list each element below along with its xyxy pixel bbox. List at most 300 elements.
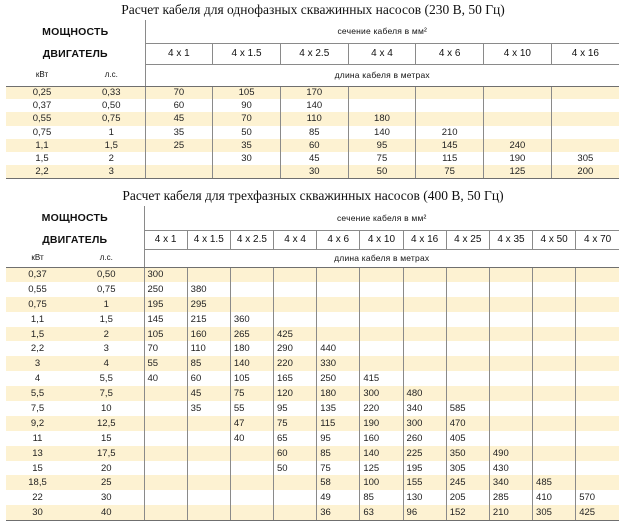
cable-length-cell: 55 [230,401,273,416]
cable-length-cell: 470 [446,416,489,431]
table-row [6,431,619,446]
cable-length-cell [230,505,273,520]
power-kw: 4 [6,371,69,386]
table-row [6,282,619,297]
cross-section-header: 4 x 1 [145,43,213,64]
power-kw: 15 [6,461,69,476]
cable-length-cell [403,356,446,371]
power-label-line1: МОЩНОСТЬ [6,206,144,230]
cable-length-cell [144,446,187,461]
cable-length-cell [416,112,484,125]
unit-hp: л.с. [78,64,145,86]
cable-length-cell [230,282,273,297]
cable-length-cell: 340 [403,401,446,416]
cable-length-cell: 110 [280,112,348,125]
cable-length-cell [230,297,273,312]
cable-length-cell [416,86,484,99]
three-phase-title: Расчет кабеля для трехфазных скважинных насосов (400 В, 50 Гц) [122,188,504,203]
single-phase-cable-table [6,20,619,179]
cable-length-cell: 300 [403,416,446,431]
cable-length-cell: 152 [446,505,489,520]
cable-length-cell [489,267,532,282]
cable-length-cell [551,139,619,152]
cable-length-cell [446,282,489,297]
table-row [6,139,619,152]
cable-length-cell: 180 [348,112,416,125]
cable-length-cell: 115 [416,152,484,165]
power-hp: 4 [69,356,144,371]
cable-length-cell [533,297,576,312]
table-row [6,86,619,99]
table-row [6,341,619,356]
cable-length-cell [576,267,619,282]
cable-length-cell [533,431,576,446]
cable-length-cell: 415 [360,371,403,386]
cable-length-cell: 155 [403,475,446,490]
cable-length-cell [144,475,187,490]
table-row [6,446,619,461]
cable-length-cell [533,461,576,476]
cable-length-cell: 285 [489,490,532,505]
power-hp: 20 [69,461,144,476]
cable-length-cell [533,446,576,461]
cable-length-cell [533,267,576,282]
cross-section-header: 4 x 50 [533,230,576,249]
cable-length-cell [187,416,230,431]
cable-length-cell: 250 [144,282,187,297]
power-kw: 1,1 [6,312,69,327]
cable-length-cell [274,490,317,505]
cable-length-cell: 105 [230,371,273,386]
cable-length-cell: 100 [360,475,403,490]
section-caption: сечение кабеля в мм² [144,206,619,230]
table-row [6,461,619,476]
cable-length-cell [187,505,230,520]
power-kw: 22 [6,490,69,505]
cable-length-cell: 295 [187,297,230,312]
cable-length-cell [403,371,446,386]
cable-length-cell [348,99,416,112]
cable-length-cell [576,297,619,312]
cable-length-cell: 35 [145,126,213,139]
power-kw: 0,75 [6,297,69,312]
cable-length-cell [576,341,619,356]
cable-length-cell [187,267,230,282]
cable-length-cell: 95 [274,401,317,416]
cable-length-cell: 75 [416,165,484,178]
cable-length-cell [360,341,403,356]
power-kw: 2,2 [6,165,78,178]
cross-section-header: 4 x 6 [416,43,484,64]
cable-length-cell: 200 [551,165,619,178]
cable-length-cell: 45 [187,386,230,401]
cable-length-cell [533,312,576,327]
cable-length-cell: 480 [403,386,446,401]
cable-length-cell [489,416,532,431]
cable-length-cell: 250 [317,371,360,386]
power-hp: 0,75 [78,112,145,125]
power-hp: 10 [69,401,144,416]
table-row [6,312,619,327]
power-kw: 2,2 [6,341,69,356]
cable-length-cell: 165 [274,371,317,386]
cable-length-cell [274,312,317,327]
cable-length-cell: 245 [446,475,489,490]
cable-length-cell: 205 [446,490,489,505]
cable-length-cell: 225 [403,446,446,461]
cable-length-cell: 75 [274,416,317,431]
cable-length-cell [187,490,230,505]
cable-length-cell: 115 [317,416,360,431]
cable-length-cell: 110 [187,341,230,356]
length-caption: длина кабеля в метрах [144,249,619,267]
cable-length-cell [187,446,230,461]
cable-length-cell: 305 [533,505,576,520]
cable-length-cell [489,297,532,312]
cable-length-cell [533,416,576,431]
cross-section-header: 4 x 6 [317,230,360,249]
cable-length-cell: 145 [416,139,484,152]
cable-length-cell: 85 [317,446,360,461]
cable-length-cell: 60 [280,139,348,152]
cable-length-cell [144,401,187,416]
cable-length-cell [403,282,446,297]
table-row [6,401,619,416]
cable-length-cell: 430 [489,461,532,476]
cable-length-cell [551,99,619,112]
cable-length-cell [576,356,619,371]
cable-length-cell: 190 [360,416,403,431]
cable-length-cell [144,505,187,520]
cable-length-cell: 340 [489,475,532,490]
cable-length-cell: 70 [144,341,187,356]
cable-length-cell [489,356,532,371]
cable-length-cell [576,386,619,401]
cable-length-cell [533,386,576,401]
cable-length-cell [144,386,187,401]
cable-length-cell: 140 [280,99,348,112]
cable-length-cell: 210 [416,126,484,139]
cross-section-header: 4 x 2.5 [280,43,348,64]
cable-length-cell [403,297,446,312]
cable-length-cell: 47 [230,416,273,431]
power-label-line2: ДВИГАТЕЛЬ [6,230,144,249]
table-row [6,126,619,139]
cable-length-cell: 50 [274,461,317,476]
cable-length-cell: 145 [144,312,187,327]
cable-length-cell: 220 [274,356,317,371]
table-row [6,386,619,401]
cable-length-cell [489,386,532,401]
cable-length-cell [145,165,213,178]
cable-length-cell [360,356,403,371]
cable-length-cell [533,327,576,342]
cross-section-header: 4 x 1.5 [187,230,230,249]
cable-length-cell: 130 [403,490,446,505]
cable-length-cell: 410 [533,490,576,505]
cable-length-cell: 60 [274,446,317,461]
cable-length-cell: 70 [213,112,281,125]
power-hp: 5,5 [69,371,144,386]
cable-length-cell [576,312,619,327]
cable-length-cell: 135 [317,401,360,416]
cable-length-cell: 350 [446,446,489,461]
cable-length-cell [360,282,403,297]
table-row [6,99,619,112]
power-hp: 3 [78,165,145,178]
cable-length-cell [576,475,619,490]
cable-length-cell: 45 [280,152,348,165]
cable-length-cell [274,282,317,297]
cable-length-cell: 300 [144,267,187,282]
cable-length-cell [489,282,532,297]
power-kw: 0,55 [6,282,69,297]
table-row [6,267,619,282]
cable-length-cell [274,505,317,520]
unit-kw: кВт [6,64,78,86]
cable-length-cell [576,461,619,476]
table-row [6,356,619,371]
cable-length-cell: 300 [360,386,403,401]
power-label-line1: МОЩНОСТЬ [6,20,145,43]
cable-length-cell [446,356,489,371]
cable-length-cell [360,327,403,342]
cross-section-header: 4 x 4 [274,230,317,249]
table-row [6,475,619,490]
cable-length-cell: 425 [274,327,317,342]
cable-length-cell: 140 [230,356,273,371]
power-hp: 3 [69,341,144,356]
cable-length-cell: 195 [144,297,187,312]
cable-length-cell [144,431,187,446]
table-row [6,327,619,342]
power-hp: 0,50 [78,99,145,112]
power-hp: 25 [69,475,144,490]
cable-length-cell: 260 [403,431,446,446]
power-hp: 1 [69,297,144,312]
cross-section-header: 4 x 16 [403,230,446,249]
cable-length-cell [317,282,360,297]
cable-length-cell [551,86,619,99]
cable-length-cell [533,371,576,386]
cable-length-cell [274,297,317,312]
cable-length-cell [230,490,273,505]
cable-length-cell: 30 [280,165,348,178]
power-kw: 9,2 [6,416,69,431]
cable-length-cell [144,461,187,476]
cross-section-header: 4 x 10 [360,230,403,249]
cable-length-cell [576,282,619,297]
cable-length-cell: 75 [348,152,416,165]
power-hp: 15 [69,431,144,446]
cable-length-cell: 45 [145,112,213,125]
cable-length-cell: 90 [213,99,281,112]
cable-length-cell: 585 [446,401,489,416]
cable-length-cell [317,267,360,282]
cable-length-cell: 60 [145,99,213,112]
cable-length-cell: 95 [317,431,360,446]
cable-length-cell [230,267,273,282]
length-caption: длина кабеля в метрах [145,64,619,86]
cable-length-cell [144,490,187,505]
cable-length-cell [446,371,489,386]
power-kw: 0,37 [6,99,78,112]
cable-length-cell [187,475,230,490]
cable-length-cell: 60 [187,371,230,386]
cable-length-cell [489,371,532,386]
cable-length-cell: 570 [576,490,619,505]
cable-length-cell [484,99,552,112]
cross-section-header: 4 x 1 [144,230,187,249]
cable-length-cell: 85 [360,490,403,505]
cable-length-cell: 140 [360,446,403,461]
cable-length-cell [446,297,489,312]
cable-length-cell [551,126,619,139]
cable-length-cell: 85 [187,356,230,371]
power-hp: 17,5 [69,446,144,461]
cable-length-cell: 25 [145,139,213,152]
power-label-line2: ДВИГАТЕЛЬ [6,43,145,64]
cross-section-header: 4 x 10 [484,43,552,64]
cross-section-header: 4 x 25 [446,230,489,249]
power-kw: 0,55 [6,112,78,125]
power-kw: 7,5 [6,401,69,416]
cross-section-header: 4 x 35 [489,230,532,249]
cable-length-cell: 265 [230,327,273,342]
cable-length-cell: 65 [274,431,317,446]
cable-length-cell [145,152,213,165]
cable-length-cell: 360 [230,312,273,327]
cable-length-cell [484,112,552,125]
cable-length-cell: 485 [533,475,576,490]
cable-length-cell [446,267,489,282]
cable-length-cell: 85 [280,126,348,139]
power-hp: 2 [78,152,145,165]
cable-length-cell [230,475,273,490]
cable-length-cell [274,267,317,282]
cable-length-cell: 35 [187,401,230,416]
power-hp: 0,75 [69,282,144,297]
power-kw: 0,37 [6,267,69,282]
cable-length-cell: 35 [213,139,281,152]
cable-length-cell: 305 [446,461,489,476]
cable-length-cell [489,401,532,416]
cable-length-cell [403,327,446,342]
unit-hp: л.с. [69,249,144,267]
three-phase-cable-table [6,206,619,521]
cable-length-cell [403,312,446,327]
cable-length-cell [403,341,446,356]
cable-length-cell: 96 [403,505,446,520]
power-kw: 0,25 [6,86,78,99]
cable-length-cell [230,461,273,476]
cable-length-cell [360,312,403,327]
cable-length-cell: 49 [317,490,360,505]
cable-length-cell [576,446,619,461]
power-hp: 2 [69,327,144,342]
power-hp: 0,33 [78,86,145,99]
cable-length-cell [533,282,576,297]
cable-length-cell: 50 [348,165,416,178]
cable-length-cell [489,431,532,446]
power-kw: 30 [6,505,69,520]
table-row [6,505,619,520]
power-hp: 12,5 [69,416,144,431]
power-hp: 7,5 [69,386,144,401]
cable-length-cell [446,312,489,327]
cable-length-cell: 380 [187,282,230,297]
cable-length-cell: 140 [348,126,416,139]
table-row [6,165,619,178]
cable-length-cell [144,416,187,431]
cable-length-cell: 70 [145,86,213,99]
power-kw: 3 [6,356,69,371]
cross-section-header: 4 x 16 [551,43,619,64]
cable-length-cell: 180 [317,386,360,401]
cable-length-cell: 425 [576,505,619,520]
cable-length-cell [484,86,552,99]
cable-length-cell [484,126,552,139]
cable-length-cell: 290 [274,341,317,356]
cable-length-cell [403,267,446,282]
cable-length-cell [187,461,230,476]
cable-length-cell [446,341,489,356]
cable-length-cell [533,356,576,371]
cable-length-cell [274,475,317,490]
cable-length-cell: 490 [489,446,532,461]
power-hp: 30 [69,490,144,505]
power-kw: 1,5 [6,327,69,342]
cable-length-cell [187,431,230,446]
power-hp: 40 [69,505,144,520]
power-hp: 0,50 [69,267,144,282]
cable-length-cell: 160 [187,327,230,342]
cable-length-cell: 30 [213,152,281,165]
cable-length-cell [317,312,360,327]
cable-length-cell: 55 [144,356,187,371]
cable-length-cell: 40 [230,431,273,446]
cable-length-cell: 440 [317,341,360,356]
power-kw: 1,5 [6,152,78,165]
power-hp: 1,5 [69,312,144,327]
cable-length-cell: 120 [274,386,317,401]
cable-length-cell: 210 [489,505,532,520]
cable-length-cell: 190 [484,152,552,165]
single-phase-title: Расчет кабеля для однофазных скважинных насосов (230 В, 50 Гц) [121,2,505,17]
cross-section-header: 4 x 70 [576,230,619,249]
cable-length-cell: 240 [484,139,552,152]
cable-length-cell: 125 [360,461,403,476]
cross-section-header: 4 x 4 [348,43,416,64]
cross-section-header: 4 x 1.5 [213,43,281,64]
cable-length-cell: 405 [446,431,489,446]
cable-length-cell: 180 [230,341,273,356]
table-row [6,416,619,431]
cable-length-cell [533,341,576,356]
table-row [6,371,619,386]
power-kw: 13 [6,446,69,461]
cable-length-cell [576,431,619,446]
cable-length-cell: 215 [187,312,230,327]
power-hp: 1,5 [78,139,145,152]
cable-length-cell: 220 [360,401,403,416]
cable-length-cell [533,401,576,416]
power-hp: 1 [78,126,145,139]
cable-length-cell [213,165,281,178]
cable-length-cell [576,327,619,342]
cable-length-cell [446,327,489,342]
cable-length-cell: 75 [317,461,360,476]
